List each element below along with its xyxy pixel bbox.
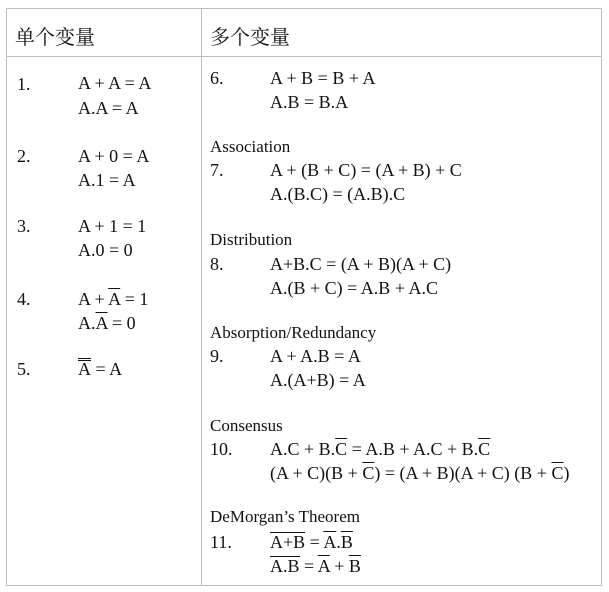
- law-number: 4.: [17, 289, 31, 309]
- section-label-demorgan: DeMorgan’s Theorem: [210, 507, 360, 526]
- law-number: 2.: [17, 146, 31, 166]
- law-number: 5.: [17, 359, 31, 379]
- column-divider: [201, 9, 202, 585]
- law-number: 11.: [210, 532, 232, 552]
- section-label-absorption: Absorption/Redundancy: [210, 323, 377, 342]
- law-number: 8.: [210, 254, 224, 274]
- law-equation: $A.B = \overline{A} + \overline{B}$: [270, 556, 361, 576]
- law-number: 7.: [210, 160, 224, 180]
- law-number: 3.: [17, 216, 31, 236]
- law-equation: A + A.B = A: [270, 346, 361, 366]
- header-divider: [7, 56, 601, 57]
- law-equation: A.1 = A: [78, 170, 136, 190]
- law-equation: A + (B + C) = (A + B) + C: [270, 160, 462, 180]
- law-equation: A + A = A: [78, 73, 152, 93]
- law-number: 6.: [210, 68, 224, 88]
- section-label-consensus: Consensus: [210, 416, 283, 435]
- law-equation: $A + \overline{A} = 1$: [78, 289, 149, 309]
- law-equation: A + 0 = A: [78, 146, 150, 166]
- section-label-distribution: Distribution: [210, 230, 293, 249]
- law-equation: $A+B = \overline{A}.\overline{B}$: [270, 532, 353, 552]
- law-number: 1.: [17, 74, 31, 94]
- law-equation: A.B = B.A: [270, 92, 349, 112]
- law-number: 9.: [210, 346, 224, 366]
- law-equation: A.0 = 0: [78, 240, 133, 260]
- law-equation: A + B = B + A: [270, 68, 376, 88]
- section-label-association: Association: [210, 137, 291, 156]
- law-equation: $(A + C)(B + \overline{C}) = (A + B)(A + C)$ $(B + \overline{C})$: [270, 463, 570, 483]
- law-equation: A+B.C = (A + B)(A + C): [270, 254, 452, 274]
- law-equation: A.(A+B) = A: [270, 370, 366, 390]
- law-equation: $A.C + B.\overline{C} = A.B + A.C + B.\overline{C}$: [270, 439, 491, 459]
- header-single-variable: 单个变量: [15, 25, 95, 49]
- law-equation: A + 1 = 1: [78, 216, 147, 236]
- header-multiple-variables: 多个变量: [210, 25, 290, 49]
- law-equation: A.A = A: [78, 98, 139, 118]
- law-number: 10.: [210, 439, 233, 459]
- boolean-laws-table: [6, 8, 602, 586]
- law-equation: A.(B.C) = (A.B).C: [270, 184, 406, 204]
- law-equation: $A.\overline{A} = 0$: [78, 313, 136, 333]
- law-equation: A.(B + C) = A.B + A.C: [270, 278, 438, 298]
- law-equation: $\overline{A} = A$: [78, 359, 123, 379]
